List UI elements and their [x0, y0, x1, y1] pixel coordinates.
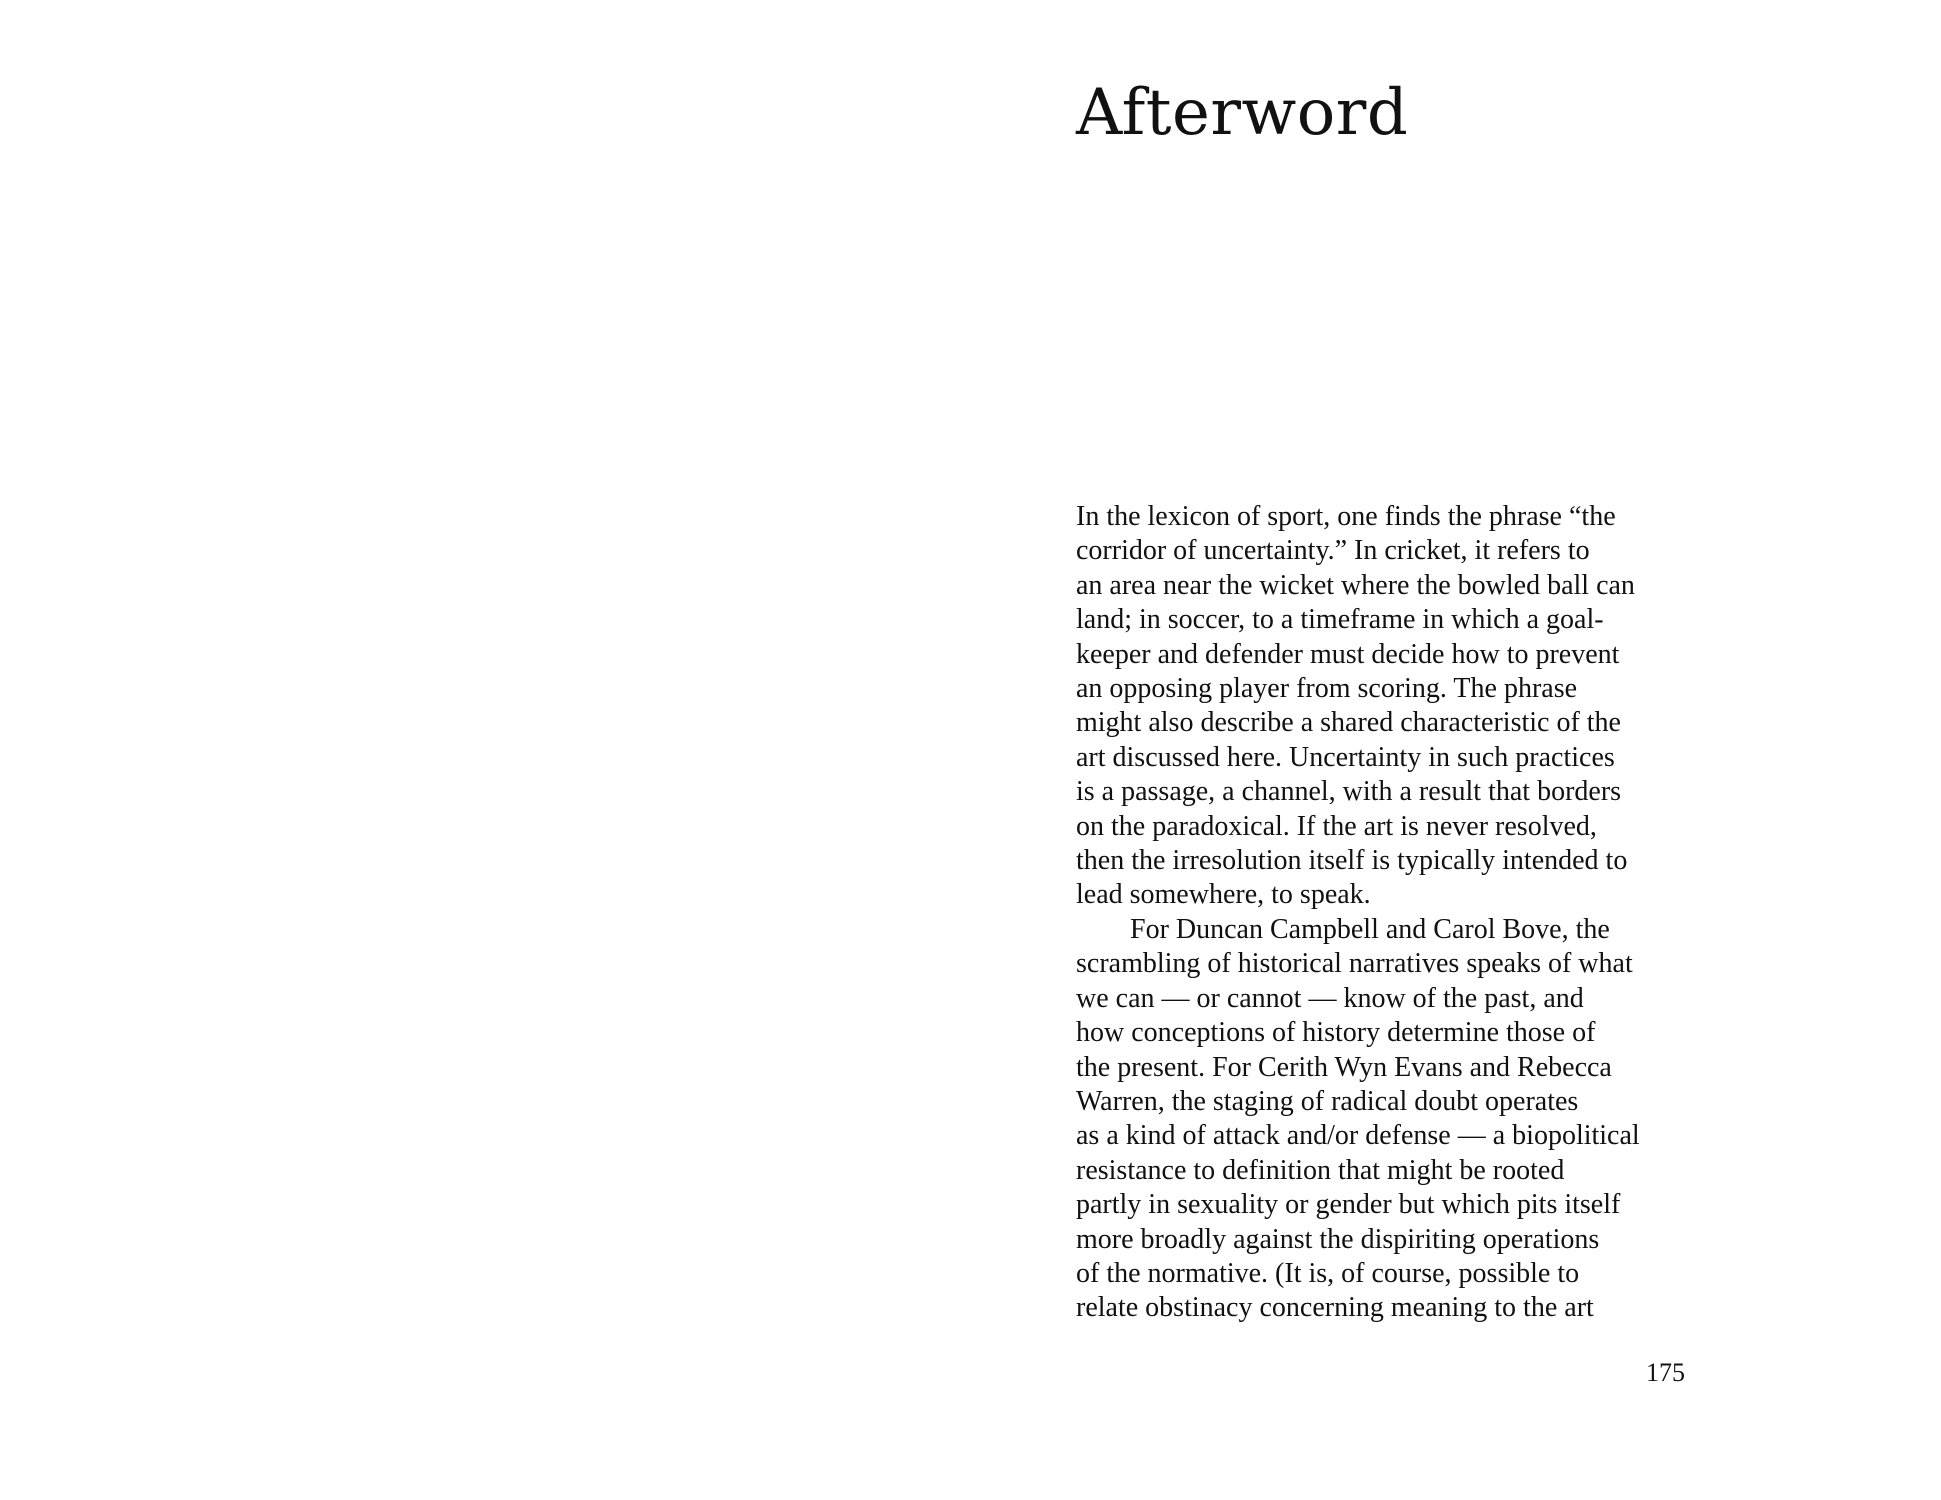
text-line-indented: For Duncan Campbell and Carol Bove, the	[1130, 913, 1610, 945]
text-line: relate obstinacy concerning meaning to the art	[1076, 1292, 1594, 1324]
text-line: on the paradoxical. If the art is never resolved,	[1076, 810, 1597, 842]
text-line: In the lexicon of sport, one finds the phrase “the	[1076, 501, 1616, 532]
text-line: resistance to definition that might be rooted	[1076, 1154, 1565, 1186]
text-line: an opposing player from scoring. The phrase	[1076, 673, 1578, 705]
text-line: art discussed here. Uncertainty in such practices	[1076, 741, 1615, 773]
text-line: the present. For Cerith Wyn Evans and Rebecca	[1076, 1051, 1612, 1083]
page-number: 175	[1646, 1358, 1685, 1387]
text-line: might also describe a shared characteristic of the	[1076, 707, 1621, 739]
text-line: Warren, the staging of radical doubt operates	[1076, 1085, 1579, 1117]
chapter-title: Afterword	[1076, 76, 1409, 150]
text-line: partly in sexuality or gender but which pits itself	[1076, 1189, 1621, 1221]
text-line: more broadly against the dispiriting operations	[1076, 1223, 1600, 1255]
text-line: is a passage, a channel, with a result that borders	[1076, 776, 1622, 808]
text-line: keeper and defender must decide how to prevent	[1076, 638, 1620, 670]
text-line: an area near the wicket where the bowled ball can	[1076, 569, 1635, 601]
text-line: of the normative. (It is, of course, possible to	[1076, 1257, 1580, 1289]
text-line: we can — or cannot — know of the past, and	[1076, 982, 1584, 1014]
text-line: land; in soccer, to a timeframe in which a goal-	[1076, 604, 1604, 636]
left-page-blank	[0, 0, 970, 1500]
text-line: corridor of uncertainty.” In cricket, it refers to	[1076, 535, 1590, 567]
right-page	[970, 0, 1941, 1500]
text-line: how conceptions of history determine those of	[1076, 1017, 1596, 1049]
text-line: as a kind of attack and/or defense — a biopolitical	[1076, 1120, 1640, 1152]
text-line: lead somewhere, to speak.	[1076, 879, 1371, 911]
text-line: then the irresolution itself is typically intended to	[1076, 845, 1628, 877]
text-line: scrambling of historical narratives speaks of what	[1076, 948, 1633, 980]
body-text	[1076, 500, 1756, 1326]
